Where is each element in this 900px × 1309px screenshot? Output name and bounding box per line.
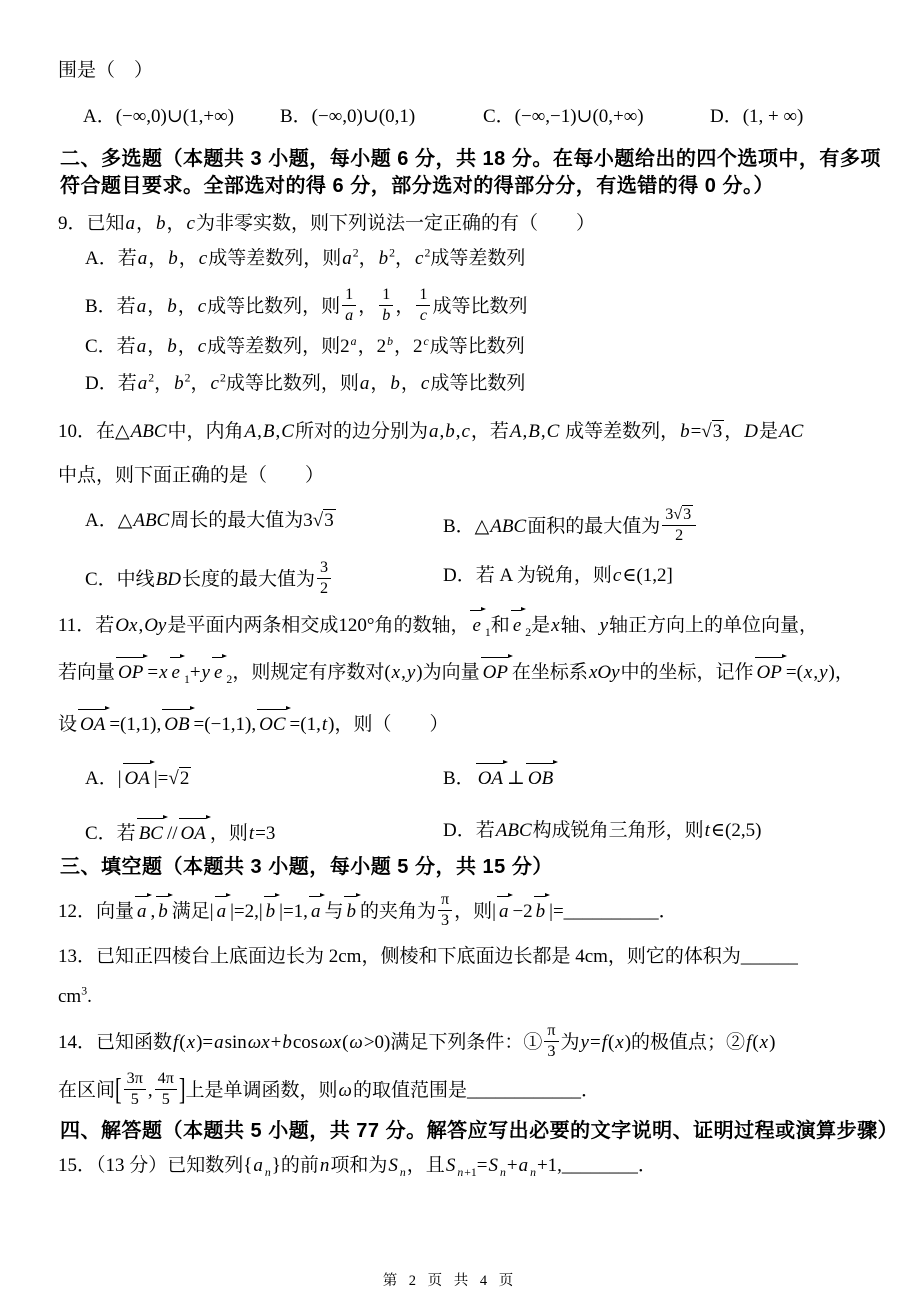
- q10-stem-line-1: 10．在△ABC中，内角A,B,C所对的边分别为a,b,c，若A,B,C 成等差数列，b=√3 ，D是AC: [58, 421, 804, 442]
- q8-option-d: D．(1, + ∞): [710, 106, 804, 127]
- section-3-heading: 三、填空题（本题共 3 小题，每小题 5 分，共 15 分）: [60, 856, 553, 878]
- page-footer: 第 2 页 共 4 页: [382, 1273, 518, 1289]
- q11-stem-line-1: 11．若Ox,Oy是平面内两条相交成120°角的数轴， e $_1$和 e $_2$是x轴、y轴正方向上的单位向量，: [58, 610, 818, 639]
- section-4-heading: 四、解答题（本题共 5 小题，共 77 分。解答应写出必要的文字说明、证明过程或演算步骤）: [60, 1120, 899, 1142]
- q9-option-a: A．若a，b，c成等差数列，则$a^2$，$b^2$，$c^2$成等差数列: [85, 246, 526, 269]
- q10-option-b: B．△ABC面积的最大值为 $\frac{3√3}{2}$: [443, 508, 698, 547]
- q13-stem-line-1: 13．已知正四棱台上底面边长为 2cm，侧棱和下底面边长都是 4cm，则它的体积为______: [58, 946, 798, 967]
- q14-stem-line-1: 14．已知函数f(x)=asinωx+bcosωx(ω>0)满足下列条件：① $\frac{\pi}{3}$ 为y=f(x)的极值点；②f(x): [58, 1022, 776, 1061]
- q8-option-c: C．(−∞,−1)∪(0,+∞): [483, 106, 644, 127]
- q11-option-d: D．若ABC构成锐角三角形，则t∈(2,5): [443, 820, 762, 841]
- q12-stem: 12．向量 a , b 满足| a |=2,| b |=1, a 与 b 的夹角为 $\frac{\pi}{3}$ ，则| a −2 b |=__________．: [58, 891, 678, 930]
- q10-option-d: D．若 A 为锐角，则c∈(1,2]: [443, 565, 673, 586]
- q8-stem-tail: 围是（ ）: [58, 60, 154, 81]
- q11-stem-line-2: 若向量 OP =x e $_1$+y e $_2$，则规定有序数对(x,y)为向量 OP 在坐标系xOy中的坐标，记作 OP =(x,y)，: [58, 657, 854, 686]
- q10-stem-line-2: 中点，则下面正确的是（ ）: [58, 465, 325, 486]
- q9-stem: 9．已知a，b，c为非零实数，则下列说法一定正确的有（ ）: [58, 213, 595, 234]
- q11-stem-line-3: 设 OA =(1,1), OB =(−1,1), OC =(1,t)，则（ ）: [58, 709, 448, 738]
- q9-option-d: D．若$a^2$，$b^2$，$c^2$成等比数列，则a，b，c成等比数列: [85, 371, 526, 394]
- q11-option-c: C．若 BC // OA ，则t=3: [85, 818, 275, 847]
- q10-option-a: A．△ABC周长的最大值为3√3: [85, 510, 334, 531]
- q8-option-a: A．(−∞,0)∪(1,+∞): [83, 106, 234, 127]
- q11-option-a: A．| OA |=√2: [85, 763, 191, 792]
- section-2-heading-line-2: 符合题目要求。全部选对的得 6 分，部分选对的得部分分，有选错的得 0 分。）: [60, 175, 774, 197]
- q11-option-b: B． OA ⊥ OB: [443, 763, 557, 792]
- q14-stem-line-2: 在区间[ $\frac{3\pi}{5}$ , $\frac{4\pi}{5}$ ]上是单调函数，则ω的取值范围是____________．: [58, 1070, 600, 1109]
- q9-option-c: C．若a，b，c成等差数列，则2$^a$，2$^b$，2$^c$成等比数列: [85, 334, 525, 357]
- q13-stem-line-2: $cm^3$.: [58, 984, 92, 1007]
- q8-option-b: B．(−∞,0)∪(0,1): [280, 106, 416, 127]
- section-2-heading-line-1: 二、多选题（本题共 3 小题，每小题 6 分，共 18 分。在每小题给出的四个选项中，有多项: [60, 148, 881, 170]
- q10-option-c: C．中线BD长度的最大值为 $\frac{3}{2}$: [85, 561, 333, 600]
- q15-stem: 15．（13 分）已知数列{a $_n$}的前n项和为S $_n$，且S $_{n+1}$=S $_n$+a $_n$+1,________．: [58, 1155, 657, 1179]
- q9-option-b: B．若a，b，c成等比数列，则 $\frac{1}{a}$ ， $\frac{1}{b}$ ， $\frac{1}{c}$ 成等比数列: [85, 286, 528, 325]
